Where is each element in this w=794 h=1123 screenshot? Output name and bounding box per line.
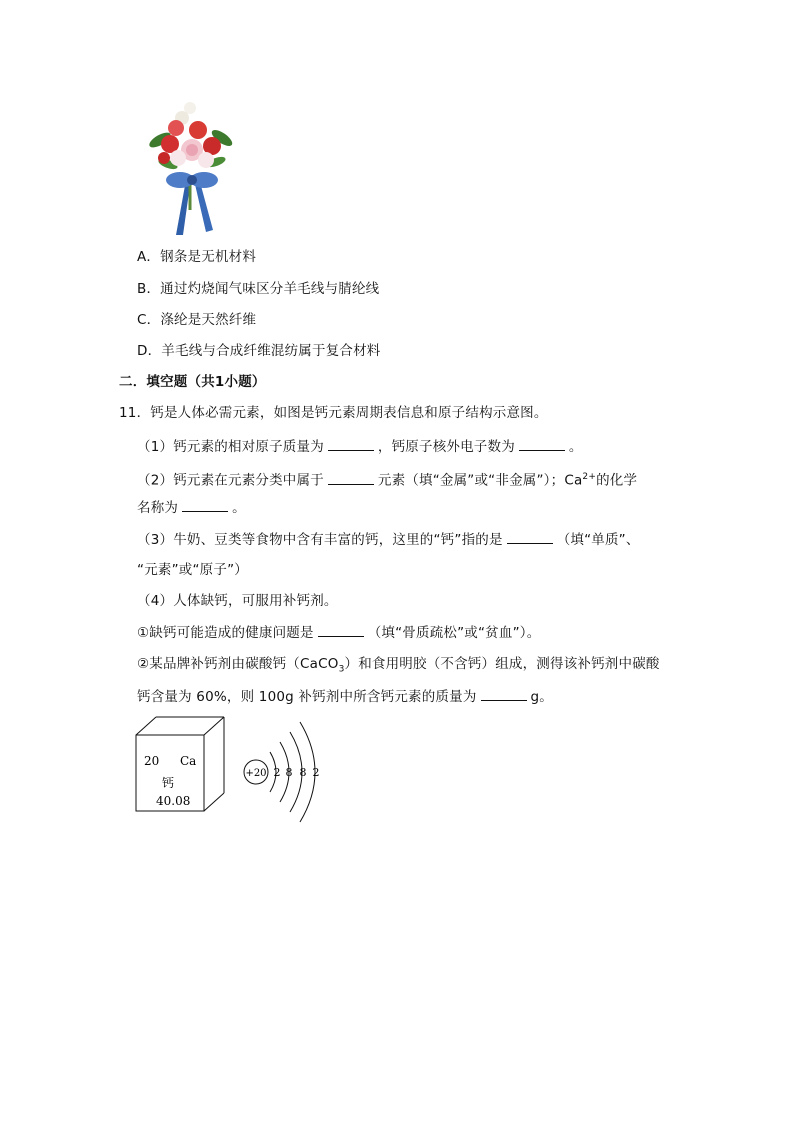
option-text: 通过灼烧闻气味区分羊毛线与腈纶线 bbox=[160, 281, 380, 297]
text-segment: 名称为 bbox=[137, 500, 179, 516]
text-segment: （填“骨质疏松”或“贫血”）。 bbox=[367, 625, 541, 641]
sub-question-1 bbox=[137, 436, 583, 457]
sub-question-4 bbox=[137, 591, 338, 611]
question-stem bbox=[119, 403, 548, 423]
atomic-number: 20 bbox=[144, 754, 160, 768]
option-a bbox=[137, 247, 256, 267]
text-segment: ②某品牌补钙剂由碳酸钙（CaCO bbox=[137, 656, 339, 672]
shell-4-electrons: 2 bbox=[312, 766, 320, 779]
option-b bbox=[137, 279, 379, 299]
shell-1-electrons: 2 bbox=[273, 766, 281, 779]
nucleus-charge: +20 bbox=[245, 768, 267, 779]
question-number: 11． bbox=[119, 405, 151, 421]
option-text: 羊毛线与合成纤维混纺属于复合材料 bbox=[161, 343, 381, 359]
element-name: 钙 bbox=[162, 776, 175, 790]
option-letter: B． bbox=[137, 281, 161, 297]
shell-3-electrons: 8 bbox=[299, 766, 307, 779]
text-segment: （填“单质”、 bbox=[556, 532, 640, 548]
option-c bbox=[137, 310, 256, 330]
text-segment: ，钙原子核外电子数为 bbox=[377, 439, 515, 455]
sub-question-4-2-cont bbox=[137, 686, 553, 707]
shell-2-electrons: 8 bbox=[285, 766, 293, 779]
superscript: 2+ bbox=[582, 472, 597, 482]
text-segment: ）和食用明胶（不含钙）组成，测得该补钙剂中碳酸 bbox=[344, 656, 660, 672]
answer-blank[interactable] bbox=[519, 436, 565, 451]
text-segment: g。 bbox=[530, 689, 553, 705]
text-segment: （2）钙元素在元素分类中属于 bbox=[137, 472, 324, 489]
element-symbol: Ca bbox=[180, 754, 197, 768]
text-segment: 钙含量为 60%，则 100g 补钙剂中所含钙元素的质量为 bbox=[137, 689, 477, 705]
text-segment: 。 bbox=[232, 500, 246, 516]
answer-blank[interactable] bbox=[507, 529, 553, 544]
flower-bouquet-image bbox=[146, 100, 236, 240]
text-segment: 元素（填“金属”或“非金属”）；Ca bbox=[377, 472, 583, 489]
option-d bbox=[137, 341, 381, 361]
option-letter: C． bbox=[137, 312, 161, 328]
text-segment: （4）人体缺钙，可服用补钙剂。 bbox=[137, 593, 338, 609]
text-segment: （1）钙元素的相对原子质量为 bbox=[137, 439, 324, 455]
text-segment: （3）牛奶、豆类等食物中含有丰富的钙，这里的“钙”指的是 bbox=[137, 532, 503, 548]
answer-blank[interactable] bbox=[328, 436, 374, 451]
option-text: 钢条是无机材料 bbox=[160, 249, 257, 265]
sub-question-3 bbox=[137, 529, 640, 550]
calcium-diagram bbox=[134, 715, 334, 827]
subscript: 3 bbox=[338, 664, 345, 675]
answer-blank[interactable] bbox=[481, 686, 527, 701]
sub-question-2-cont bbox=[137, 497, 246, 518]
atomic-mass: 40.08 bbox=[156, 794, 191, 808]
option-letter: D． bbox=[137, 343, 162, 359]
text-segment: ①缺钙可能造成的健康问题是 bbox=[137, 625, 314, 641]
sub-question-4-1 bbox=[137, 622, 540, 643]
text-segment: 的化学 bbox=[596, 472, 638, 489]
sub-question-3-cont bbox=[137, 560, 248, 580]
answer-blank[interactable] bbox=[318, 622, 364, 637]
text-segment: “元素”或“原子”） bbox=[137, 562, 248, 578]
question-text: 钙是人体必需元素，如图是钙元素周期表信息和原子结构示意图。 bbox=[150, 405, 548, 421]
option-letter: A． bbox=[137, 249, 161, 265]
sub-question-2 bbox=[137, 467, 637, 491]
answer-blank[interactable] bbox=[328, 470, 374, 485]
text-segment: 。 bbox=[568, 439, 583, 455]
answer-blank[interactable] bbox=[182, 497, 228, 512]
section-heading: 二．填空题（共1小题） bbox=[119, 374, 266, 390]
option-text: 涤纶是天然纤维 bbox=[160, 312, 257, 328]
sub-question-4-2 bbox=[137, 654, 660, 680]
